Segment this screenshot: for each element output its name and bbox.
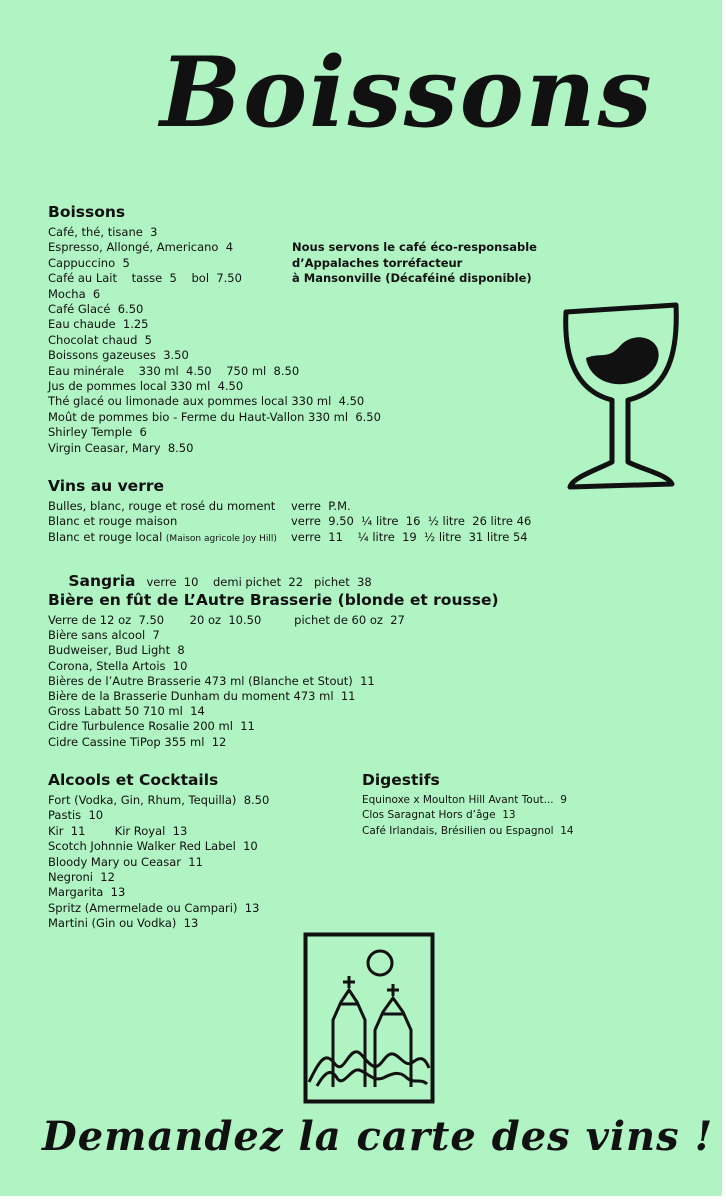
menu-item: Verre de 12 oz 7.50 20 oz 10.50 pichet de 60 oz 27 — [48, 613, 405, 627]
menu-item: Scotch Johnnie Walker Red Label 10 — [48, 839, 258, 854]
wine-row — [48, 514, 531, 529]
menu-item: Clos Saragnat Hors d’âge 13 — [362, 809, 516, 822]
menu-item: Cappuccino 5 — [48, 255, 130, 270]
menu-item: Café au Lait tasse 5 bol 7.50 — [48, 271, 242, 286]
menu-item: Spritz (Amermelade ou Campari) 13 — [48, 900, 260, 915]
menu-item: Thé glacé ou limonade aux pommes local 330 ml 4.50 — [48, 394, 365, 409]
menu-item: Eau chaude 1.25 — [48, 317, 149, 332]
wine-name-main: Blanc et rouge local — [48, 529, 166, 544]
menu-item: Pastis 10 — [48, 808, 104, 823]
menu-item: Café Irlandais, Brésilien ou Espagnol 14 — [362, 824, 574, 837]
wine-name: Bulles, blanc, rouge et rosé du moment — [48, 499, 276, 513]
alcools-list — [48, 793, 269, 932]
wine-glass-icon — [560, 300, 682, 496]
menu-item: Bière de la Brasserie Dunham du moment 473 ml 11 — [48, 689, 356, 704]
menu-item: Café Glacé 6.50 — [48, 302, 144, 317]
church-logo-icon — [303, 932, 435, 1104]
menu-item: Negroni 12 — [48, 870, 115, 885]
menu-item: Bière sans alcool 7 — [48, 628, 160, 643]
menu-item: Espresso, Allongé, Americano 4 — [48, 240, 234, 255]
section-biere — [48, 590, 499, 750]
section-heading: Digestifs — [362, 771, 440, 789]
wine-name — [48, 530, 291, 547]
wine-name: Blanc et rouge maison — [48, 514, 178, 529]
menu-item: Shirley Temple 6 — [48, 425, 147, 440]
section-heading: Sangria — [68, 572, 136, 590]
coffee-note-line: Nous servons le café éco-responsable — [292, 240, 537, 254]
menu-item: Budweiser, Bud Light 8 — [48, 643, 185, 658]
menu-item: Jus de pommes local 330 ml 4.50 — [48, 379, 244, 394]
menu-item: Eau minérale 330 ml 4.50 750 ml 8.50 — [48, 363, 300, 378]
menu-item: Martini (Gin ou Vodka) 13 — [48, 916, 199, 931]
wine-name-detail: (Maison agricole Joy Hill) — [165, 533, 277, 544]
section-heading: Vins au verre — [48, 477, 165, 495]
biere-list — [48, 613, 499, 750]
wine-price: verre P.M. — [291, 499, 351, 513]
digestifs-list — [362, 793, 574, 839]
wine-row — [48, 499, 531, 514]
menu-item: Kir 11 Kir Royal 13 — [48, 823, 188, 838]
menu-item: Cidre Cassine TiPop 355 ml 12 — [48, 734, 227, 749]
section-vins — [48, 476, 531, 547]
section-digestifs — [362, 770, 574, 839]
section-heading: Boissons — [48, 203, 126, 221]
menu-item: Mocha 6 — [48, 286, 101, 301]
menu-item: Corona, Stella Artois 10 — [48, 658, 188, 673]
section-heading: Bière en fût de L’Autre Brasserie (blonde et rousse) — [48, 591, 499, 609]
sangria-prices: verre 10 demi pichet 22 pichet 38 — [135, 575, 372, 589]
menu-item: Café, thé, tisane 3 — [48, 225, 158, 239]
menu-item: Margarita 13 — [48, 885, 126, 900]
footer-tagline: Demandez la carte des vins ! — [42, 1113, 714, 1160]
page-title: Boissons — [160, 36, 654, 149]
wine-price: verre 9.50 ¼ litre 16 ½ litre 26 litre 46 — [291, 514, 532, 529]
coffee-note-line: à Mansonville (Décaféiné disponible) — [292, 271, 532, 285]
coffee-note-line: d’Appalaches torréfacteur — [292, 255, 463, 270]
menu-item: Bloody Mary ou Ceasar 11 — [48, 854, 203, 869]
coffee-note — [292, 240, 537, 287]
menu-item: Fort (Vodka, Gin, Rhum, Tequilla) 8.50 — [48, 793, 270, 807]
section-heading: Alcools et Cocktails — [48, 771, 219, 789]
menu-item: Chocolat chaud 5 — [48, 332, 152, 347]
menu-item: Moût de pommes bio - Ferme du Haut-Vallon 330 ml 6.50 — [48, 409, 381, 424]
menu-item: Boissons gazeuses 3.50 — [48, 348, 189, 363]
wine-price: verre 11 ¼ litre 19 ½ litre 31 litre 54 — [291, 529, 528, 544]
menu-item: Gross Labatt 50 710 ml 14 — [48, 704, 205, 719]
menu-item: Equinoxe x Moulton Hill Avant Tout... 9 — [362, 794, 567, 806]
menu-item: Virgin Ceasar, Mary 8.50 — [48, 440, 194, 455]
wine-row — [48, 530, 531, 547]
section-alcools — [48, 770, 269, 932]
menu-item: Cidre Turbulence Rosalie 200 ml 11 — [48, 719, 255, 734]
menu-item: Bières de l’Autre Brasserie 473 ml (Blanche et Stout) 11 — [48, 673, 375, 688]
